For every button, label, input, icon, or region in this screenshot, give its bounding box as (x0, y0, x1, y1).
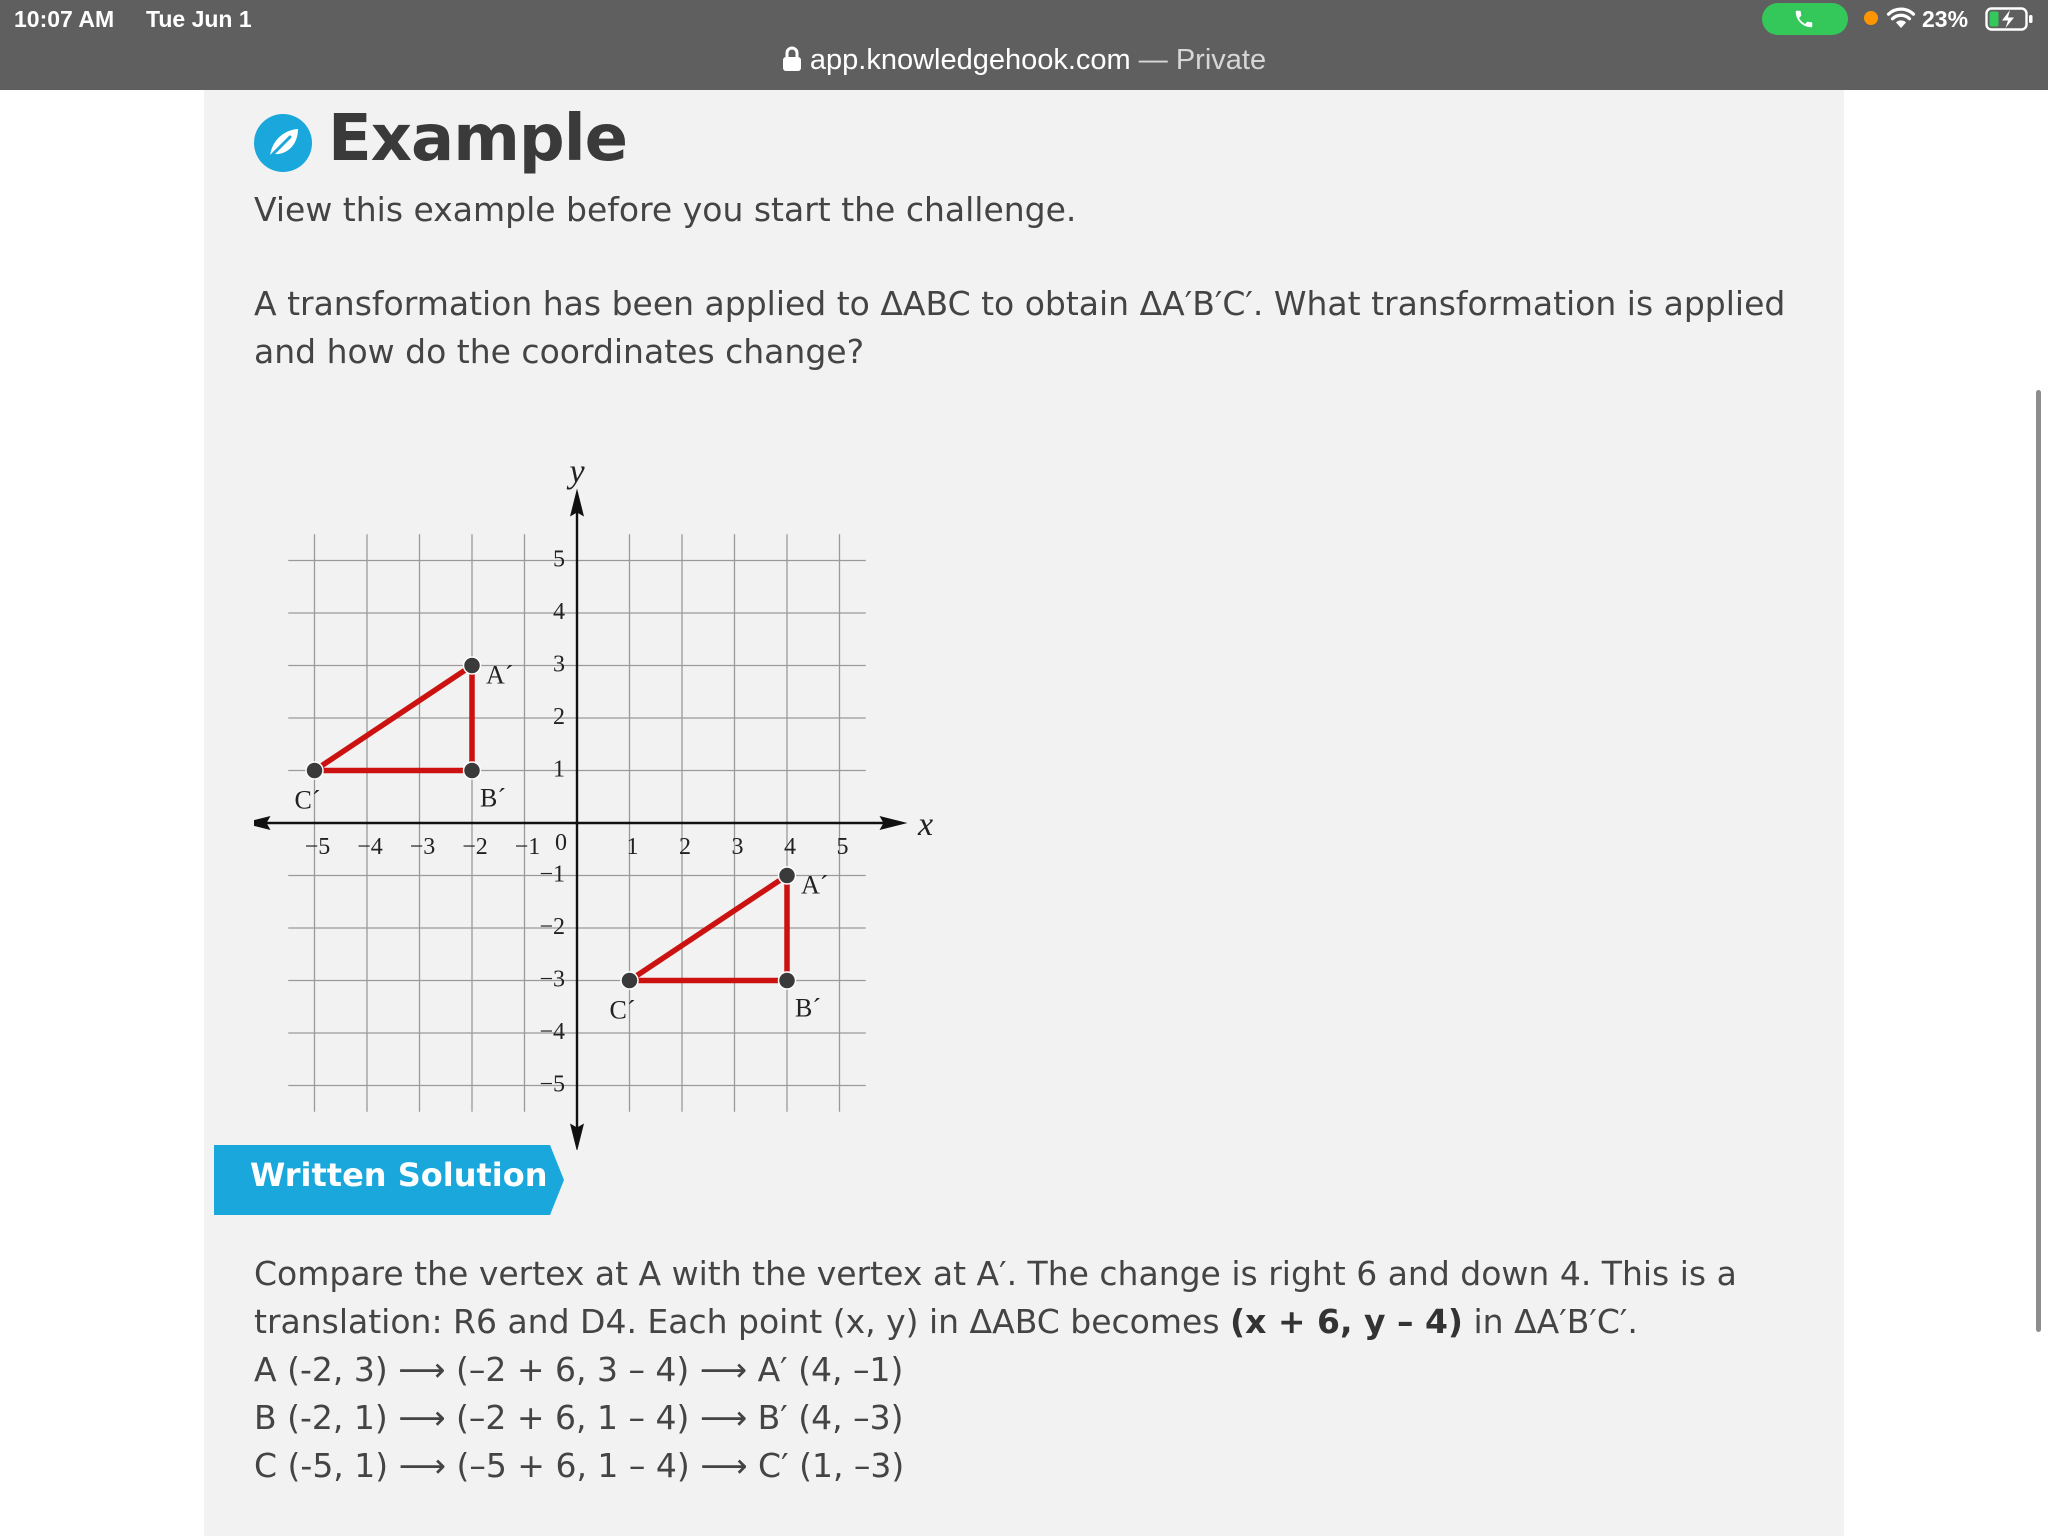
y-tick-label: 4 (553, 599, 565, 625)
x-axis-arrow-right (880, 816, 908, 830)
browser-top-bar (0, 0, 2048, 90)
vertex-point (779, 972, 796, 989)
private-mode-label: — Private (1138, 44, 1267, 76)
vertex-point (621, 972, 638, 989)
battery-charging-icon (1985, 7, 2035, 31)
y-tick-label: 5 (553, 546, 565, 573)
coordinate-graph (254, 370, 974, 1150)
x-tick-label: 4 (784, 834, 796, 860)
x-tick-label: −5 (304, 834, 331, 860)
x-tick-label: 2 (679, 834, 691, 860)
content-panel (204, 90, 1844, 1536)
vertex-label: A´ (801, 870, 829, 900)
status-time: 10:07 AM (14, 6, 115, 32)
url-domain: app.knowledgehook.com (809, 44, 1131, 76)
y-tick-label: −3 (539, 966, 565, 993)
y-tick-label: 3 (553, 651, 565, 678)
example-intro: View this example before you start the challenge. (254, 190, 1077, 229)
y-tick-label: 1 (553, 756, 565, 783)
y-tick-label: −4 (539, 1019, 565, 1045)
vertex-point (464, 657, 481, 674)
y-tick-label: −1 (539, 861, 565, 888)
x-tick-label: 3 (731, 834, 744, 860)
x-axis-label: x (917, 806, 934, 843)
vertex-label: B´ (795, 993, 821, 1023)
y-axis-label: y (569, 453, 585, 491)
solution-explanation: Compare the vertex at A with the vertex at A′. The change is right 6 and down 4. This is a translation: R6 and D4. Each point (x, y) in ΔABC becomes (x + 6, y – 4) in ΔA′B′C′. (254, 1254, 1737, 1341)
solution-step-a: A (-2, 3) ⟶ (–2 + 6, 3 – 4) ⟶ A′ (4, –1) (254, 1350, 904, 1389)
y-tick-label: −2 (539, 914, 565, 940)
written-solution-label: Written Solution (250, 1156, 548, 1194)
solution-step-b: B (-2, 1) ⟶ (–2 + 6, 1 – 4) ⟶ B′ (4, –3) (254, 1398, 904, 1437)
solution-step-c: C (-5, 1) ⟶ (–5 + 6, 1 – 4) ⟶ C′ (1, –3) (254, 1446, 905, 1485)
translation-rule: (x + 6, y – 4) (1230, 1302, 1464, 1341)
vertical-scrollbar[interactable] (2036, 390, 2041, 1332)
x-tick-label: −2 (462, 834, 488, 860)
vertex-point (306, 762, 323, 779)
x-tick-label: −1 (514, 834, 541, 860)
vertex-label: B´ (480, 783, 506, 813)
x-tick-label: 1 (626, 834, 639, 860)
leaf-icon (254, 114, 312, 172)
status-date: Tue Jun 1 (146, 6, 252, 32)
y-axis-arrow-up (570, 489, 584, 517)
vertex-label: A´ (486, 660, 514, 690)
wifi-icon (1886, 6, 1916, 30)
url-bar[interactable] (0, 40, 2048, 80)
written-solution-text (254, 1250, 1814, 1490)
vertex-label: C´ (294, 785, 321, 815)
y-tick-label: 2 (553, 704, 565, 730)
battery-percentage: 23% (1922, 6, 1969, 32)
origin-label: 0 (555, 830, 567, 856)
example-title: Example (328, 102, 628, 176)
recording-dot-icon (1864, 11, 1878, 25)
y-tick-label: −5 (539, 1071, 565, 1098)
vertex-point (464, 762, 481, 779)
x-tick-label: −4 (357, 834, 383, 860)
x-tick-label: −3 (409, 834, 436, 860)
example-question: A transformation has been applied to ΔABC to obtain ΔA′B′C′. What transformation is applied and how do the coordinates change? (254, 284, 1786, 371)
vertex-point (779, 867, 796, 884)
x-tick-label: 5 (836, 834, 849, 860)
vertex-label: C´ (609, 995, 636, 1025)
lock-icon (782, 46, 802, 72)
active-call-indicator[interactable] (1762, 3, 1848, 35)
phone-icon (1793, 8, 1815, 30)
